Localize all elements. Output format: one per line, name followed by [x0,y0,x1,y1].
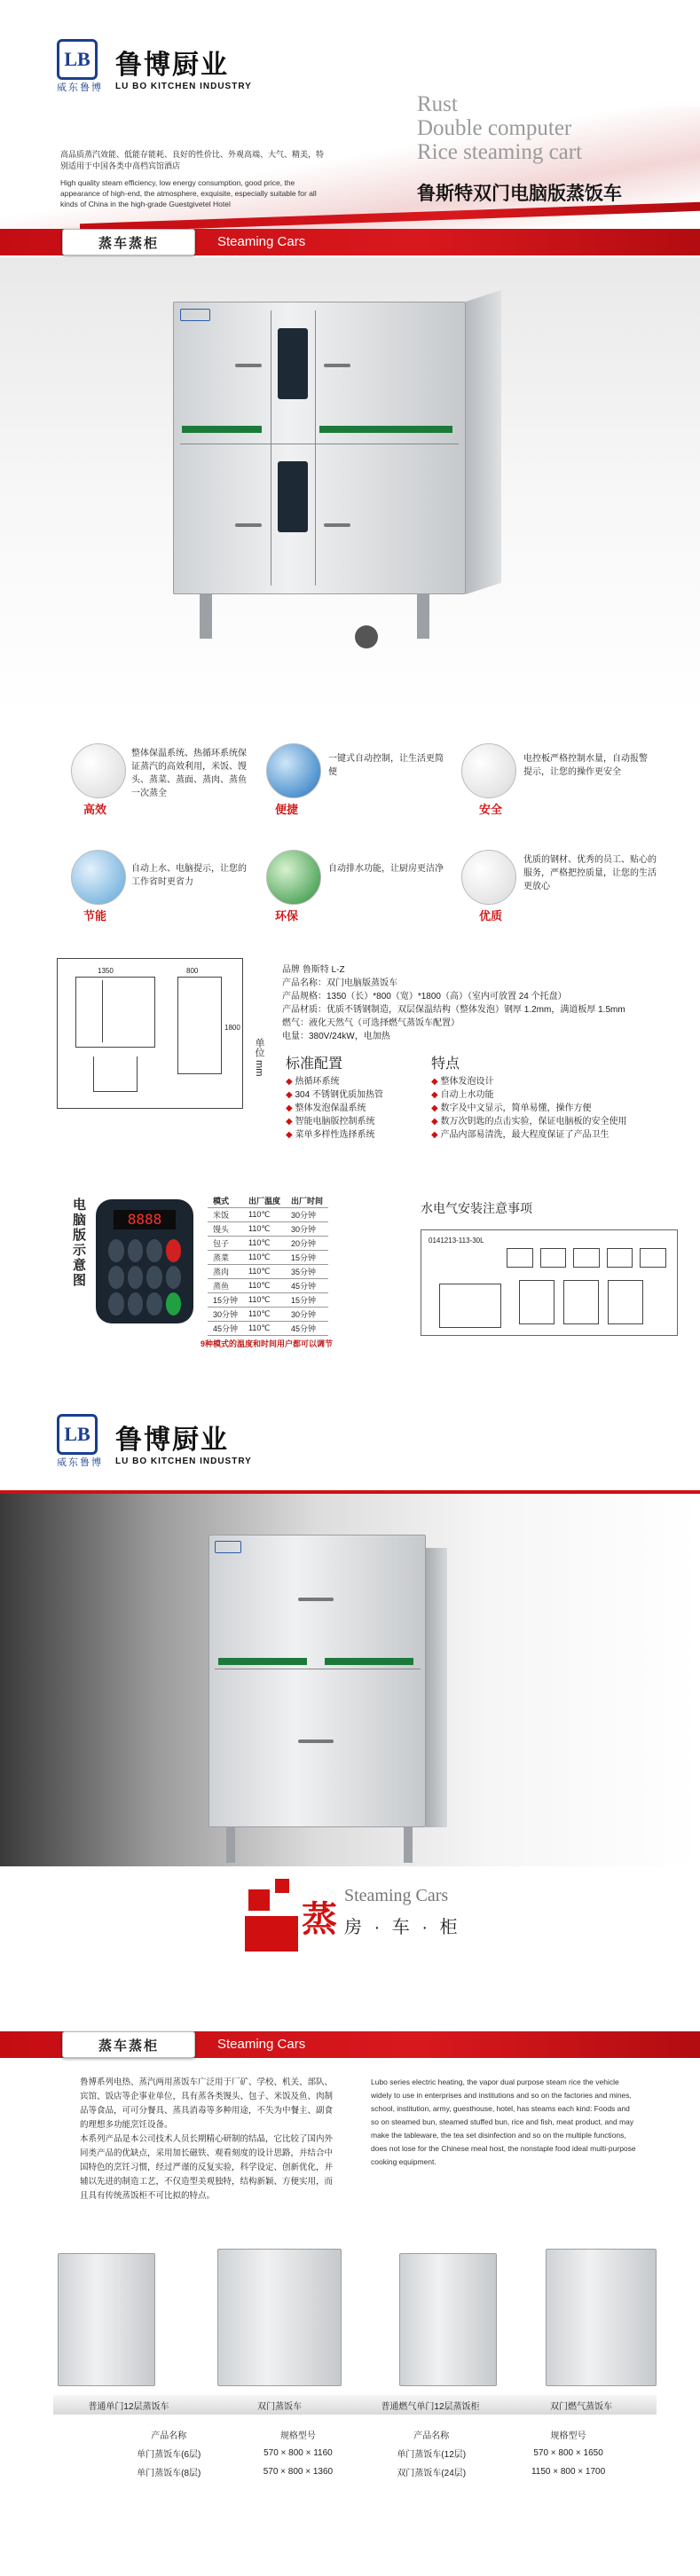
single-cabinet-side [426,1548,447,1827]
unit-note: 单位 mm [254,1038,264,1077]
single-cabinet [208,1535,426,1827]
hero-intro-cn: 高品质蒸汽效能、低能存能耗、良好的性价比、外观高端、大气、精美，特别适用于中国各类中高档宾馆酒店 [60,150,325,170]
model-image [546,2249,657,2386]
brand-logo: LB [57,1414,98,1455]
control-key[interactable] [166,1292,182,1315]
control-key[interactable] [146,1239,162,1262]
cabinet-leg [417,594,429,639]
feature-quality: 优质 优质的钢材、优秀的员工、贴心的服务，严格把控质量，让您的生活更放心 [461,850,665,947]
control-key[interactable] [146,1266,162,1289]
install-title: 水电气安装注意事项 [421,1201,532,1215]
control-key[interactable] [128,1266,144,1289]
models-row [53,2244,657,2391]
about-en: Lubo series electric heating, the vapor dual purpose steam rice the vehicle widely to use in enterprises and institutions and so on the factories and mines, school, institution, army, guesthouse, hotel, has steams each kind: Foods and so on steamed bun, steamed stuffed bun, rice and fish, meat product, and may make the tableware, the tea set disinfection and so on the multiple functions, does not lose for the Chinese meal host, the nonstaple food ideal multi-purpose cooking equipment. [371,2077,636,2166]
control-panel-bottom [278,461,308,532]
door-strip [319,426,452,433]
feature-safety: 安全 电控板严格控制水量，自动报警提示，让您的操作更安全 [461,743,665,841]
install-diagram: 0141213-113-30L [421,1229,678,1336]
control-keypad [108,1239,181,1315]
safety-icon [461,743,516,798]
standard-list: ◆ 热循环系统 ◆ 304 不锈钢优质加热管 ◆ 整体发泡保温系统 ◆ 智能电脑版控制系统 ◆ 菜单多样性选择系统 [286,1077,383,1140]
quality-icon [461,850,516,905]
dimension-drawing: 1350 800 1800 [57,958,243,1109]
banner-steam-en: Steaming Cars [344,1886,449,1905]
section-tab-cn: 蒸车蒸柜 [62,229,195,255]
section-tab-en-2: Steaming Cars [217,2037,306,2052]
control-vertical-title: 电脑版示意图 [71,1198,86,1288]
control-key[interactable] [166,1239,182,1262]
hero-intro-en: High quality steam efficiency, low energy consumption, good price, the appearance of high-end, the atmosphere, exquisite, especially suitable for all kinds of China in the high-grade Guestgivetel Hotel [60,178,317,208]
banner-red-square [275,1879,289,1893]
about-cn: 鲁博系列电热、蒸汽两用蒸饭车广泛用于厂矿、学校、机关、部队、宾馆、饭店等企事业单位，具有蒸各类馒头、包子、米饭及鱼、肉制品等食品，可可分餐具、蒸具消毒等多种用途，不失为中餐主、副食的理想多功能烹饪设备。 本系列产品是本公司技术人员长期精心研制的结晶，它比较了国内外同类产品的优缺点，采用加长磁铁、观看刻度的设计思路，并结合中国特色的烹饪习惯，经过严谨的反复实验，科学设定、创新优化，并辅以先进的制造工艺，不仅造型美观独特，结构新颖、方便实用，而且具有传统蒸饭柜不可比拟的特点。 [80,2077,334,2201]
brand-logo: LB [57,39,98,80]
door-handle [298,1740,334,1743]
feature-eco: 环保 自动排水功能，让厨房更洁净 [266,850,470,947]
control-display: 8888 [114,1210,176,1229]
control-panel [96,1199,193,1323]
cabinet-leg [226,1827,235,1863]
energy-saving-icon [71,850,126,905]
door-handle [324,364,350,367]
feature-energy-saving: 节能 自动上水、电脑提示，让您的工作省时更省力 [53,850,257,947]
mode-note: 9种模式的温度和时间用户都可以调节 [201,1339,334,1348]
feature-efficiency: 高效 整体保温系统、热循环系统保证蒸汽的高效利用，米饭、馒头、蒸菜、蒸面、蒸肉、蒸鱼一次蒸全 [53,743,257,841]
hero-cabinet [173,302,466,594]
control-panel-top [278,328,308,399]
eco-icon [266,850,321,905]
efficiency-icon [71,743,126,798]
brand-name-en: LU BO KITCHEN INDUSTRY [115,81,252,91]
control-key[interactable] [108,1292,124,1315]
spec-table: 产品名称 规格型号 产品名称 规格型号 单门蒸饭车(6层) 570 × 800 × 1160 单门蒸饭车(12层) 570 × 800 × 1650 单门蒸饭车(8层) 570 × 800 × 1360 双门蒸饭车(24层) 1150 × 800 × 1700 [137,2431,606,2478]
cabinet-leg [200,594,212,639]
features-list: ◆ 整体发泡设计 ◆ 自动上水功能 ◆ 数字及中文显示，简单易懂，操作方便 ◆ 数万次钥匙的点击实验，保证电脑板的安全使用 ◆ 产品内部易清洗，最大程度保证了产品卫生 [431,1077,627,1140]
hero-en-title: Rust Double computer Rice steaming cart [417,92,583,164]
door-handle [324,523,350,527]
model-image [58,2253,155,2386]
model-image [217,2249,342,2386]
brand-header [57,39,252,94]
door-strip [182,426,262,433]
banner-red-block [245,1916,298,1952]
standard-title: 标准配置 [286,1056,343,1072]
banner-steam-sub: 房 · 车 · 柜 [344,1918,461,1937]
cabinet-side [466,290,501,594]
brand-sub: 威东鲁博 [57,82,103,93]
hero-cn-title: 鲁斯特双门电脑版蒸饭车 [417,184,622,204]
spec-lines: 品牌 鲁斯特 L-Z 产品名称：双门电脑版蒸饭车 产品规格：1350（长）*800（宽）*1800（高）（室内可放置 24 个托盘） 产品材质：优质不锈钢制造，双层保温结构（整体发泡）钢厚 1.2mm，满道板厚 1.5mm 燃气：液化天然气（可选择燃气蒸饭车配置） 电量：380V/24kW，电加热 [282,965,625,1041]
features-title: 特点 [431,1056,460,1072]
feature-convenience: 便捷 一键式自动控制，让生活更简便 [266,743,470,841]
section-tab-cn-2: 蒸车蒸柜 [62,2031,195,2058]
door-handle [235,364,262,367]
banner-red-square [248,1889,270,1911]
control-key[interactable] [146,1292,162,1315]
control-key[interactable] [108,1266,124,1289]
features-grid [53,743,665,947]
brand-name-cn: 鲁博厨业 [115,50,229,80]
control-key[interactable] [166,1266,182,1289]
brand-header-2: LB 威东鲁博 鲁博厨业 LU BO KITCHEN INDUSTRY [57,1414,252,1469]
mode-table: 模式 出厂温度 出厂时间 米饭 110℃ 30分钟 馒头 110℃ 30分钟 包子 110℃ 20分钟 蒸菜 110℃ 15分钟 蒸肉 110℃ 35分钟 蒸鱼 110℃ 45分钟 15分钟 110℃ 15分钟 30分钟 110℃ 30分钟 45分钟 110℃ 45分钟 [208,1194,328,1336]
control-key[interactable] [128,1239,144,1262]
convenience-icon [266,743,321,798]
door-handle [298,1598,334,1601]
door-handle [235,523,262,527]
section-tab-en: Steaming Cars [217,234,306,249]
model-image [399,2253,497,2386]
cabinet-wheel [355,625,378,648]
control-key[interactable] [128,1292,144,1315]
cabinet-front [173,302,466,594]
banner-steam-cn: 蒸 [302,1898,337,1940]
control-key[interactable] [108,1239,124,1262]
model-captions: 普通单门12层蒸饭车 双门蒸饭车 普通燃气单门12层蒸饭柜 双门燃气蒸饭车 [53,2395,657,2415]
cabinet-leg [404,1827,413,1863]
